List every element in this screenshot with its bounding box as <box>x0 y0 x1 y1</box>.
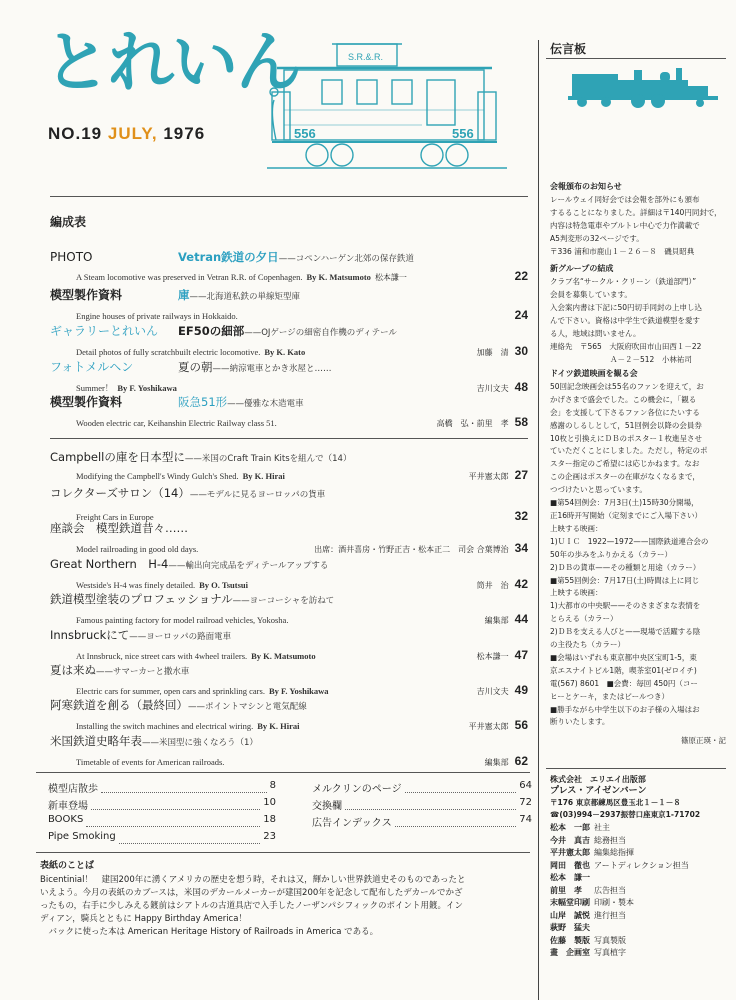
board-line: 会」を支援して下さるファン各位にたいする <box>550 407 700 417</box>
index-label: 新車登場 <box>48 801 88 812</box>
toc-english: Installing the switch machines and electrical wiring. <box>76 721 254 731</box>
staff-name: 平井憲太郎 <box>550 848 590 857</box>
board-line: んで下さい。資格は中学生で鉄道模型を愛す <box>550 316 700 325</box>
right-platform <box>478 92 496 140</box>
staff-row <box>550 922 726 935</box>
staff-role: 総務担当 <box>594 835 626 845</box>
index-label: Pipe Smoking <box>48 831 116 842</box>
staff-name: 佐藤 製版 <box>550 935 590 945</box>
index-label: 広告インデックス <box>312 818 392 829</box>
issue-year: 1976 <box>163 124 206 143</box>
toc-subtitle: ——ヨーコーシャを訪ねて <box>232 596 335 606</box>
staff-row <box>550 885 726 898</box>
toc-english: Timetable of events for American railroads. <box>76 757 225 767</box>
toc-page: 58 <box>514 415 528 429</box>
board-line: 上映する映画： <box>550 523 603 533</box>
board-line: 2)ＤＢを支える人びと——現場で活躍する陰 <box>550 627 701 637</box>
toc-title: 夏の朝 <box>178 360 213 374</box>
staff-name: 末幅堂印刷 <box>550 898 590 907</box>
toc-author: 松本謙一 <box>476 652 509 661</box>
toc-author: 加藤 清 <box>476 348 509 357</box>
toc-author: 高橋 弘・前里 孝 <box>436 419 509 428</box>
toc-page: 24 <box>514 308 528 322</box>
board-line: つづけたいと思っています。 <box>550 485 647 495</box>
board-line: 正16時开写開始（定刻までにご入場下さい） <box>550 510 703 520</box>
toc-title: 夏は来ぬ <box>50 663 96 677</box>
toc-entry[interactable] <box>50 624 528 662</box>
toc-subtitle: ——輸出向完成品をディテールアップする <box>168 561 329 571</box>
board-signature: 篠原正瑛・記 <box>681 736 726 746</box>
toc-entry[interactable] <box>50 553 528 591</box>
board-section-1 <box>550 180 726 258</box>
issue-month: JULY, <box>107 124 158 143</box>
locomotive-icon <box>568 66 720 108</box>
caboose-roof-sign: S.R.&.R. <box>348 52 384 62</box>
board-line: するることになりました。詳細は〒140円同封で， <box>550 208 722 217</box>
toc-author: 筒井 治 <box>476 581 509 590</box>
board-line: 〒336 浦和市鹿山１－２６－８ 磯貝昭典 <box>550 247 695 256</box>
index-page: 72 <box>519 797 532 808</box>
toc-byline: By K. Matsumoto <box>306 272 371 282</box>
column-divider <box>538 40 539 1000</box>
wheel-icon <box>306 144 328 166</box>
toc-entry[interactable] <box>50 588 528 626</box>
toc-entry[interactable] <box>50 249 528 283</box>
toc-english: Famous painting factory for model railroad vehicles, Yokosha. <box>76 615 289 625</box>
toc-byline: By O. Tsutsui <box>199 580 249 590</box>
publisher-company: 株式会社 エリエイ出版部 <box>550 775 646 784</box>
toc-page: 47 <box>514 648 528 662</box>
toc-subtitle: ——優雅な木造電車 <box>227 399 304 409</box>
staff-name: 前里 孝 <box>550 885 582 895</box>
toc-title: Great Northern H-4 <box>50 557 169 571</box>
toc-category: 模型製作資料 <box>50 288 123 302</box>
board-line: 10枚と引換えにＤＢのポスター１枚進呈させ <box>550 433 703 443</box>
car-number-right: 556 <box>452 126 474 141</box>
toc-author: 編集部 <box>484 758 509 767</box>
toc-subtitle: ——サマーカーと撒水車 <box>96 667 190 677</box>
cover-note-line: Bicentinial！ 建国200年に湧くアメリカの歴史を想う時，それは又，輝かしい世界鉄道史そのものであったと <box>40 875 466 885</box>
toc-title: Vetran鉄道の夕日 <box>178 250 279 264</box>
wheel-icon <box>331 144 353 166</box>
toc-title: Campbellの庫を日本型に <box>50 450 185 464</box>
toc-page: 22 <box>514 269 528 283</box>
staff-name: 岡田 徹也 <box>550 860 590 870</box>
staff-role: 写真製版 <box>594 935 626 945</box>
wheel-icon <box>421 144 443 166</box>
board-line: 50回記念映画会は55名のファンを迎えて，お <box>550 381 704 391</box>
toc-title: 座談会 模型鉄道昔々…… <box>50 521 188 535</box>
index-right <box>312 780 532 831</box>
board-line: 1)ＵＩＣ 1922—1972——国際鉄道連合会の <box>550 536 709 546</box>
staff-name: 松本 謙一 <box>550 873 590 882</box>
section-heading: 会報頒布のお知らせ <box>550 182 622 191</box>
toc-english: Electric cars for summer, open cars and sprinkling cars. <box>76 686 265 696</box>
board-title: 伝言板 <box>550 42 587 56</box>
toc-english: Summer！ <box>76 383 114 393</box>
toc-entry[interactable] <box>50 358 528 394</box>
board-line: ヒーとケーキ，またはビールつき） <box>550 691 669 701</box>
publisher-imprint: プレス・アイゼンバーン <box>550 785 647 796</box>
toc-author: 吉川文夫 <box>476 384 509 393</box>
toc-english: Wooden electric car, Keihanshin Electric Railway class 51. <box>76 418 277 428</box>
staff-row <box>550 947 726 960</box>
index-label: 交換欄 <box>312 801 342 812</box>
toc-page: 44 <box>514 612 528 626</box>
board-line: 会員を募集しています。 <box>550 290 632 299</box>
toc-page: 62 <box>514 754 528 768</box>
toc-entry[interactable] <box>50 517 528 555</box>
header-rule <box>50 196 528 197</box>
staff-row <box>550 935 726 948</box>
toc-title: コレクターズサロン（14） <box>50 486 190 500</box>
board-line: とらえる（カラー） <box>550 614 618 624</box>
toc-author: 松本謙一 <box>374 273 407 282</box>
toc-entry[interactable] <box>50 322 528 358</box>
board-line: 電(567) 8601 ■会費：毎回 450円（コー <box>550 678 698 688</box>
index-label: BOOKS <box>48 814 84 825</box>
toc-english: Modifying the Campbell's Windy Gulch's Shed. <box>76 471 239 481</box>
toc-english: Engine houses of private railways in Hokkaido. <box>76 311 238 321</box>
staff-name: 萩野 猛夫 <box>550 923 590 932</box>
toc-byline: By K. Matsumoto <box>251 651 316 661</box>
toc-title: 鉄道模型塗装のプロフェッショナル <box>50 592 233 606</box>
board-line: 感謝のしるしとして，51回例会以降の会員券 <box>550 420 702 430</box>
board-line: 内容は特急電車やブルトレ中心で力作満載で <box>550 221 700 230</box>
index-page: 23 <box>263 831 276 842</box>
toc-english: Model railroading in good old days. <box>76 544 199 554</box>
staff-row <box>550 897 726 910</box>
toc-title: 阿寒鉄道を創る（最終回） <box>50 698 188 712</box>
toc-title: Innsbruckにて <box>50 628 130 642</box>
index-item[interactable] <box>48 814 276 831</box>
board-line: る人，地域は問いません。 <box>550 329 641 338</box>
board-section-2 <box>550 262 726 366</box>
cover-note-line: ディアン，騎兵とともに Happy Birthday America！ <box>40 914 247 924</box>
toc-author: 平井憲太郎 <box>468 472 509 481</box>
index-left <box>48 780 276 848</box>
toc-title: EF50の細部 <box>178 324 245 338</box>
board-line: の主役たち（カラー） <box>550 640 625 650</box>
cover-note-title: 表紙のことば <box>40 861 95 871</box>
index-label: 模型店散歩 <box>48 784 98 795</box>
toc-entry[interactable] <box>50 286 528 322</box>
board-line: かげさまで盛会でした。この機会に，「観る <box>550 394 697 404</box>
issue-line <box>48 124 205 144</box>
toc-byline: By K. Hirai <box>242 471 285 481</box>
board-line: 上映する映画： <box>550 588 603 598</box>
toc-byline: By F. Yoshikawa <box>268 686 329 696</box>
toc-entry[interactable] <box>50 659 528 697</box>
section-heading: 新グループの結成 <box>550 264 614 273</box>
staff-row <box>550 822 726 835</box>
board-line: 1)大都市の中央駅——そのさまざまな表情を <box>550 601 701 611</box>
toc-page: 27 <box>514 468 528 482</box>
toc-page: 34 <box>514 541 528 555</box>
board-line: スター指定のご希望には応じかねます。なお <box>550 459 700 469</box>
index-page: 10 <box>263 797 276 808</box>
toc-entry[interactable] <box>50 694 528 732</box>
toc-author: 編集部 <box>484 616 509 625</box>
board-line: ■第54回例会：7月3日(土)15時30分開場， <box>550 498 699 508</box>
toc-english: A Steam locomotive was preserved in Vetran R.R. of Copenhagen. <box>76 272 303 282</box>
staff-row <box>550 910 726 923</box>
toc-title: 阪急51形 <box>178 395 228 409</box>
board-line: ■第55回例会：7月17日(土)時間は上に同じ <box>550 575 700 585</box>
board-line: 50年の歩みをふりかえる（カラー） <box>550 549 673 559</box>
board-line: 入会案内書は下記に50円切手同封の上申し込 <box>550 303 703 312</box>
toc-entry[interactable] <box>50 730 528 768</box>
toc-title: 米国鉄道史略年表 <box>50 734 142 748</box>
divider <box>50 438 528 439</box>
toc-category: ギャラリーとれいん <box>50 324 159 338</box>
cover-note <box>40 858 536 939</box>
toc-page: 49 <box>514 683 528 697</box>
toc-category: PHOTO <box>50 250 93 264</box>
toc-english: Freight Cars in Europe <box>76 512 154 522</box>
index-page: 18 <box>263 814 276 825</box>
magazine-logo: とれいん <box>44 24 300 101</box>
toc-subtitle: ——納涼電車とかき氷屋と…… <box>212 364 332 374</box>
board-line: この企画はポスターの在庫がなくなるまで， <box>550 472 700 482</box>
index-item[interactable] <box>312 780 532 797</box>
divider <box>36 772 530 773</box>
toc-entry[interactable] <box>50 446 528 482</box>
index-page: 8 <box>269 780 276 791</box>
index-label: メルクリンのページ <box>312 784 402 795</box>
toc-byline: By K. Hirai <box>257 721 300 731</box>
index-item[interactable] <box>48 831 276 848</box>
staff-role: 印刷・製本 <box>594 898 634 907</box>
toc-english: Detail photos of fully scratchbuilt electric locomotive. <box>76 347 261 357</box>
board-line: 連絡先 〒565 大阪府吹田市山田西１－22 <box>550 342 702 351</box>
cover-note-line: いえよう。今月の表紙のカブースは，米国のデカールメーカーが建国200年を記念して配布したデカールでかざ <box>40 888 463 898</box>
board-line: クラブ名“サークル・クリーン（鉄道部門）” <box>550 277 697 286</box>
toc-category: 模型製作資料 <box>50 395 123 409</box>
divider <box>546 768 726 769</box>
board-line: 京エスナイトビル1階，喫茶室01(ゼロイチ) <box>550 665 697 675</box>
board-line: ■勝手ながら中学生以下のお子様の入場はお <box>550 704 700 714</box>
toc-author: 出席：酒井喜房・竹野正吉・松本正二 司会 合葉博治 <box>314 545 509 554</box>
staff-role: 広告担当 <box>594 885 626 895</box>
toc-subtitle: ——ポイントマシンと電気配線 <box>188 702 307 712</box>
publisher-address: 〒176 東京都練馬区豊玉北１－１－８ <box>550 798 681 807</box>
staff-row <box>550 847 726 860</box>
toc-title: 庫 <box>178 288 190 302</box>
toc-subtitle: ——米国のCraft Train Kitsを組んで（14） <box>184 454 352 464</box>
index-item[interactable] <box>312 797 532 814</box>
wheel-icon <box>446 144 468 166</box>
section-heading: ドイツ鉄道映画を観る会 <box>550 369 638 378</box>
staff-row <box>550 835 726 848</box>
board-line: レールウェイ同好会では会報を部外にも頒布 <box>550 195 700 204</box>
cover-note-line: ったもの，右手に少しみえる鍍前はシアトルの古道具店で入手したノーザンパシフィックのポイント用鍍。イン <box>40 901 463 911</box>
car-number-left: 556 <box>294 126 316 141</box>
caboose-illustration <box>262 30 512 178</box>
toc-subtitle: ——米国型に強くなろう（1） <box>142 738 258 748</box>
index-page: 64 <box>519 780 532 791</box>
toc-page: 48 <box>514 380 528 394</box>
toc-subtitle: ——OJゲージの細密自作機のディテール <box>244 328 397 338</box>
toc-subtitle: ——北海道私鉄の単線矩型庫 <box>189 292 301 302</box>
divider <box>36 852 530 853</box>
board-line: ていただくことにしました。ただし，特定のポ <box>550 446 708 456</box>
board-line: 断りいたします。 <box>550 717 610 727</box>
issue-number: NO.19 <box>48 124 103 143</box>
staff-row <box>550 872 726 885</box>
toc-subtitle: ——コペンハーゲン北郊の保存鉄道 <box>278 254 414 264</box>
staff-role: 写真植字 <box>594 948 626 957</box>
toc-page: 30 <box>514 344 528 358</box>
staff-name: 今井 真吉 <box>550 835 590 845</box>
board-line: Ａ－２－512 小林祐司 <box>550 355 692 364</box>
toc-section-title: 編成表 <box>50 215 87 229</box>
index-page: 74 <box>519 814 532 825</box>
staff-role: アートディレクション担当 <box>594 860 689 870</box>
index-item[interactable] <box>48 797 276 814</box>
board-line: A5判変形の32ページです。 <box>550 234 644 243</box>
staff-name: 松本 一郎 <box>550 823 590 832</box>
toc-page: 56 <box>514 718 528 732</box>
staff-name: 山岸 誠悦 <box>550 910 590 920</box>
board-line: 2)ＤＢの貨車——その種類と用途（カラー） <box>550 562 701 572</box>
staff-role: 進行担当 <box>594 910 626 920</box>
publisher-block <box>550 774 726 960</box>
board-line: ■会場はいずれも東京都中央区宝町1-5，東 <box>550 652 697 662</box>
cover-note-line: バックに使った本は American Heritage History of Railroads in America である。 <box>40 927 379 937</box>
index-item[interactable] <box>312 814 532 831</box>
staff-role: 社主 <box>594 823 610 832</box>
toc-entry[interactable] <box>50 393 528 429</box>
toc-byline: By K. Kato <box>264 347 306 357</box>
toc-subtitle: ——モデルに見るヨーロッパの貨車 <box>189 490 326 500</box>
toc-page: 32 <box>514 509 528 523</box>
index-item[interactable] <box>48 780 276 797</box>
toc-english: At Innsbruck, nice street cars with 4wheel trailers. <box>76 651 248 661</box>
toc-page: 42 <box>514 577 528 591</box>
staff-row <box>550 860 726 873</box>
staff-name: 畫 企画室 <box>550 948 590 957</box>
staff-role: 編集総指揮 <box>594 848 634 857</box>
divider <box>546 58 726 59</box>
toc-byline: By F. Yoshikawa <box>117 383 177 393</box>
toc-subtitle: ——ヨーロッパの路面電車 <box>129 632 232 642</box>
board-section-3 <box>550 368 726 748</box>
toc-category: フォトメルヘン <box>50 360 134 374</box>
toc-author: 平井憲太郎 <box>468 722 509 731</box>
toc-english: Westside's H-4 was finely detailed. <box>76 580 196 590</box>
publisher-phone: ☎(03)994－2937振替口座東京1-71702 <box>550 809 701 819</box>
toc-author: 吉川文夫 <box>476 687 509 696</box>
